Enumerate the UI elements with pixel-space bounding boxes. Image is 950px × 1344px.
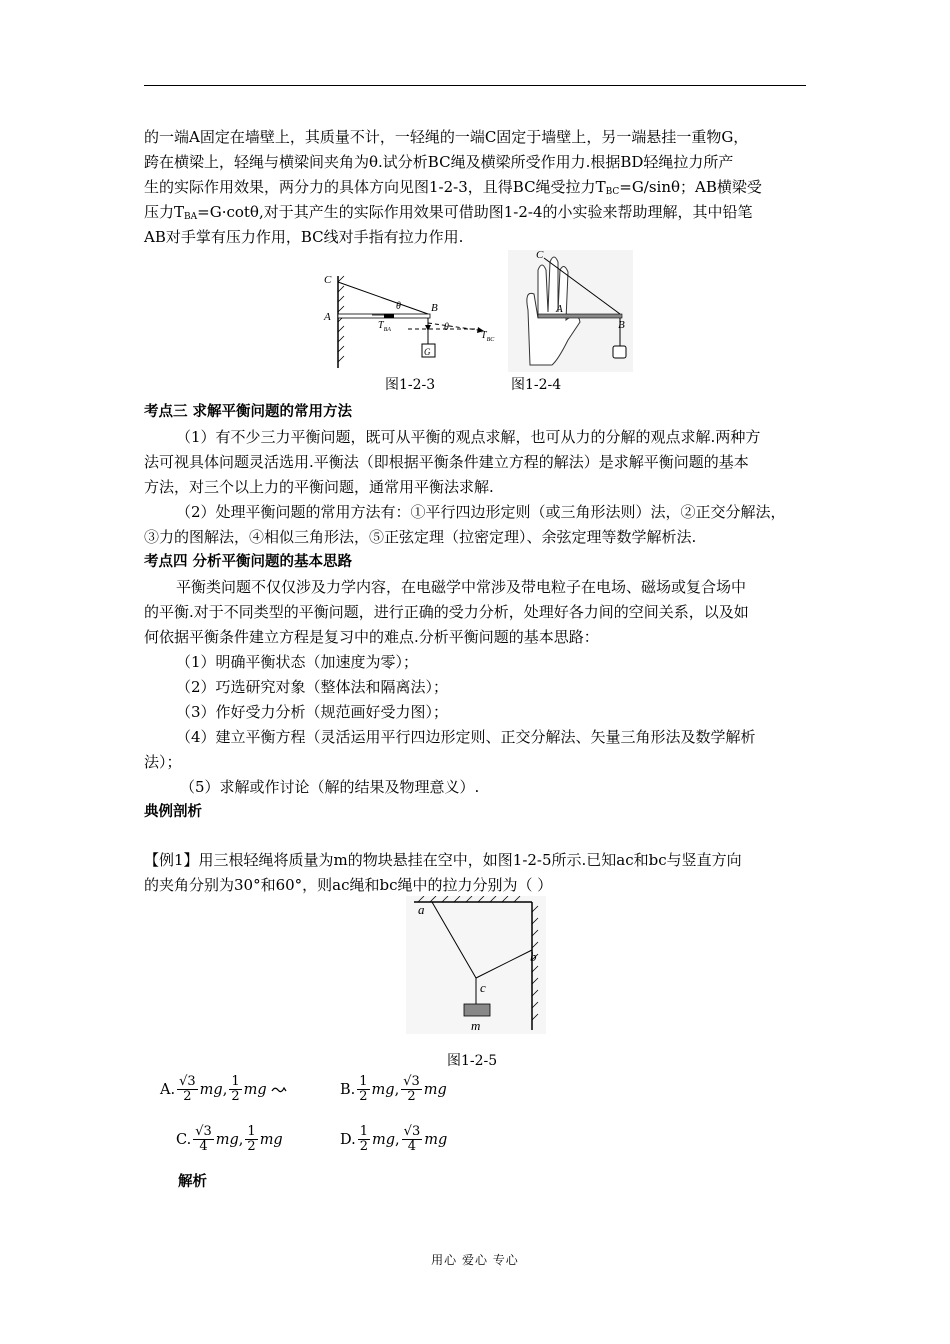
tba-subscript: BA — [184, 212, 198, 222]
option-d-frac2 — [402, 1125, 423, 1154]
intro-line-2: 跨在横梁上，轻绳与横梁间夹角为θ.试分析BC绳及横梁所受作用力.根据BD轻绳拉力所产 — [144, 153, 734, 171]
examples-heading: 典例剖析 — [144, 804, 202, 820]
example1-label: 【例1】 — [144, 851, 199, 869]
section3-line-4: （2）处理平衡问题的常用方法有：①平行四边形定则（或三角形法则）法，②正交分解法， — [176, 503, 786, 521]
option-b-f2-num: √3 — [403, 1074, 420, 1089]
tbc-equation: =G/sinθ；AB横梁受 — [619, 178, 762, 196]
fig123-label-g: G — [424, 347, 431, 357]
option-d-label: D. — [340, 1131, 356, 1148]
option-c-f1-num: √3 — [195, 1124, 212, 1139]
fig123-tbc-sub: BC — [486, 337, 495, 343]
fig123-tba-sub: BA — [383, 327, 391, 333]
figure-1-2-5 — [406, 896, 546, 1034]
option-b-label: B. — [340, 1081, 356, 1098]
intro-line-4-text: 压力 — [144, 203, 175, 221]
option-a-f1-num: √3 — [179, 1074, 196, 1089]
option-b-f2-den: 2 — [407, 1089, 416, 1104]
option-c-comma: , — [238, 1131, 244, 1148]
intro-line-5: AB对手掌有压力作用，BC线对手指有拉力作用. — [144, 228, 464, 246]
fig123-label-tbc — [481, 330, 495, 343]
fig125-label-a: a — [418, 902, 425, 917]
section3-heading: 考点三 求解平衡问题的常用方法 — [144, 404, 353, 420]
option-c-frac2 — [245, 1125, 257, 1154]
section4-step-1: （1）明确平衡状态（加速度为零）； — [176, 653, 419, 671]
section3-line-2: 法可视具体问题灵活选用.平衡法（即根据平衡条件建立方程的解法）是求解平衡问题的基本 — [144, 453, 749, 471]
option-b[interactable] — [340, 1075, 447, 1104]
scribble-mark-icon — [271, 1085, 287, 1095]
option-a-mg2: mg — [243, 1081, 267, 1098]
tbc-subscript: BC — [605, 187, 620, 197]
option-d[interactable] — [340, 1125, 447, 1154]
option-d-f1-num: 1 — [359, 1124, 368, 1139]
figure-1-2-3 — [318, 268, 508, 372]
tba-equation: =G·cotθ,对于其产生的实际作用效果可借助图1-2-4的小实验来帮助理解，其中铅笔 — [197, 203, 753, 221]
section4-heading: 考点四 分析平衡问题的基本思路 — [144, 554, 353, 570]
example1-line-2: 的夹角分别为30°和60°，则ac绳和bc绳中的拉力分别为（ ） — [144, 876, 553, 894]
fig124-label-b: B — [618, 319, 625, 331]
option-d-mg2: mg — [424, 1131, 448, 1148]
option-c-f1-den: 4 — [199, 1139, 208, 1154]
option-a-frac2 — [229, 1075, 241, 1104]
intro-line-1: 的一端A固定在墙壁上，其质量不计，一轻绳的一端C固定于墙壁上，另一端悬挂一重物G， — [144, 128, 749, 146]
figure-1-2-4 — [508, 250, 633, 372]
option-a-f1-den: 2 — [183, 1089, 192, 1104]
section4-line-3: 何依据平衡条件建立方程是复习中的难点.分析平衡问题的基本思路： — [144, 628, 599, 646]
header-rule — [144, 85, 806, 86]
section3-line-1: （1）有不少三力平衡问题，既可从平衡的观点求解，也可从力的分解的观点求解.两种方 — [176, 428, 761, 446]
solution-label: 解析 — [178, 1174, 207, 1190]
section4-line-2: 的平衡.对于不同类型的平衡问题，进行正确的受力分析，处理好各力间的空间关系，以及如 — [144, 603, 749, 621]
option-a-mg1: mg — [199, 1081, 223, 1098]
fig125-label-c: c — [480, 980, 486, 995]
option-a-f2-num: 1 — [231, 1074, 240, 1089]
fig123-label-theta-2: θ — [444, 322, 449, 333]
section4-line-1: 平衡类问题不仅仅涉及力学内容，在电磁学中常涉及带电粒子在电场、磁场或复合场中 — [176, 578, 747, 596]
option-a[interactable] — [160, 1075, 287, 1104]
option-b-frac2 — [401, 1075, 422, 1104]
option-d-frac1 — [358, 1125, 370, 1154]
caption-1-2-5: 图1-2-5 — [447, 1053, 498, 1069]
option-b-comma: , — [394, 1081, 400, 1098]
option-b-mg1: mg — [371, 1081, 395, 1098]
option-d-f1-den: 2 — [359, 1139, 368, 1154]
option-c-f2-num: 1 — [247, 1124, 256, 1139]
fig125-label-b: b — [530, 949, 537, 964]
section4-step-4-cont: 法）； — [144, 753, 182, 771]
option-a-f2-den: 2 — [231, 1089, 240, 1104]
option-a-comma: , — [222, 1081, 228, 1098]
option-d-f2-den: 4 — [407, 1139, 417, 1154]
fig123-tba-t: T — [378, 320, 384, 331]
option-c-mg2: mg — [259, 1131, 283, 1148]
example1-text: 用三根轻绳将质量为m的物块悬挂在空中，如图1-2-5所示.已知ac和bc与竖直方向 — [198, 851, 742, 869]
fig123-label-tba — [378, 320, 391, 333]
fig124-label-c: C — [536, 250, 544, 261]
fig123-label-b: B — [431, 302, 438, 314]
option-c-mg1: mg — [215, 1131, 239, 1148]
fig124-label-a: A — [556, 303, 563, 315]
section4-step-2: （2）巧选研究对象（整体法和隔离法）； — [176, 678, 449, 696]
section4-step-5: （5）求解或作讨论（解的结果及物理意义）. — [180, 778, 480, 796]
section3-line-5: ③力的图解法，④相似三角形法，⑤正弦定理（拉密定理）、余弦定理等数学解析法. — [144, 528, 697, 546]
option-d-f2-num: √3 — [403, 1124, 421, 1139]
option-c[interactable] — [176, 1125, 283, 1154]
option-c-label: C. — [176, 1131, 192, 1148]
option-b-f1-den: 2 — [359, 1089, 368, 1104]
tba-symbol: T — [174, 203, 185, 221]
section4-step-4: （4）建立平衡方程（灵活运用平行四边形定则、正交分解法、矢量三角形法及数学解析 — [176, 728, 756, 746]
option-a-frac1 — [177, 1075, 198, 1104]
option-c-frac1 — [193, 1125, 214, 1154]
section3-line-3: 方法，对三个以上力的平衡问题，通常用平衡法求解. — [144, 478, 494, 496]
option-c-f2-den: 2 — [247, 1139, 256, 1154]
fig123-label-theta-1: θ — [396, 301, 401, 312]
option-b-f1-num: 1 — [359, 1074, 368, 1089]
caption-1-2-4: 图1-2-4 — [511, 377, 562, 393]
fig123-label-a: A — [324, 311, 331, 323]
page-footer: 用心 爱心 专心 — [431, 1253, 519, 1267]
option-d-comma: , — [395, 1131, 400, 1148]
fig123-tbc-t: T — [481, 330, 487, 341]
example1-line-1 — [144, 848, 808, 873]
section4-step-3: （3）作好受力分析（规范画好受力图）； — [176, 703, 449, 721]
option-a-label: A. — [160, 1081, 176, 1098]
caption-1-2-3: 图1-2-3 — [385, 377, 436, 393]
intro-line-3-text: 生的实际作用效果，两分力的具体方向见图1-2-3，且得BC绳受拉力 — [144, 178, 596, 196]
option-b-frac1 — [357, 1075, 369, 1104]
tbc-symbol: T — [595, 178, 606, 196]
option-b-mg2: mg — [423, 1081, 447, 1098]
fig123-label-c: C — [324, 274, 332, 286]
option-d-mg1: mg — [372, 1131, 396, 1148]
fig125-label-m: m — [471, 1018, 481, 1033]
